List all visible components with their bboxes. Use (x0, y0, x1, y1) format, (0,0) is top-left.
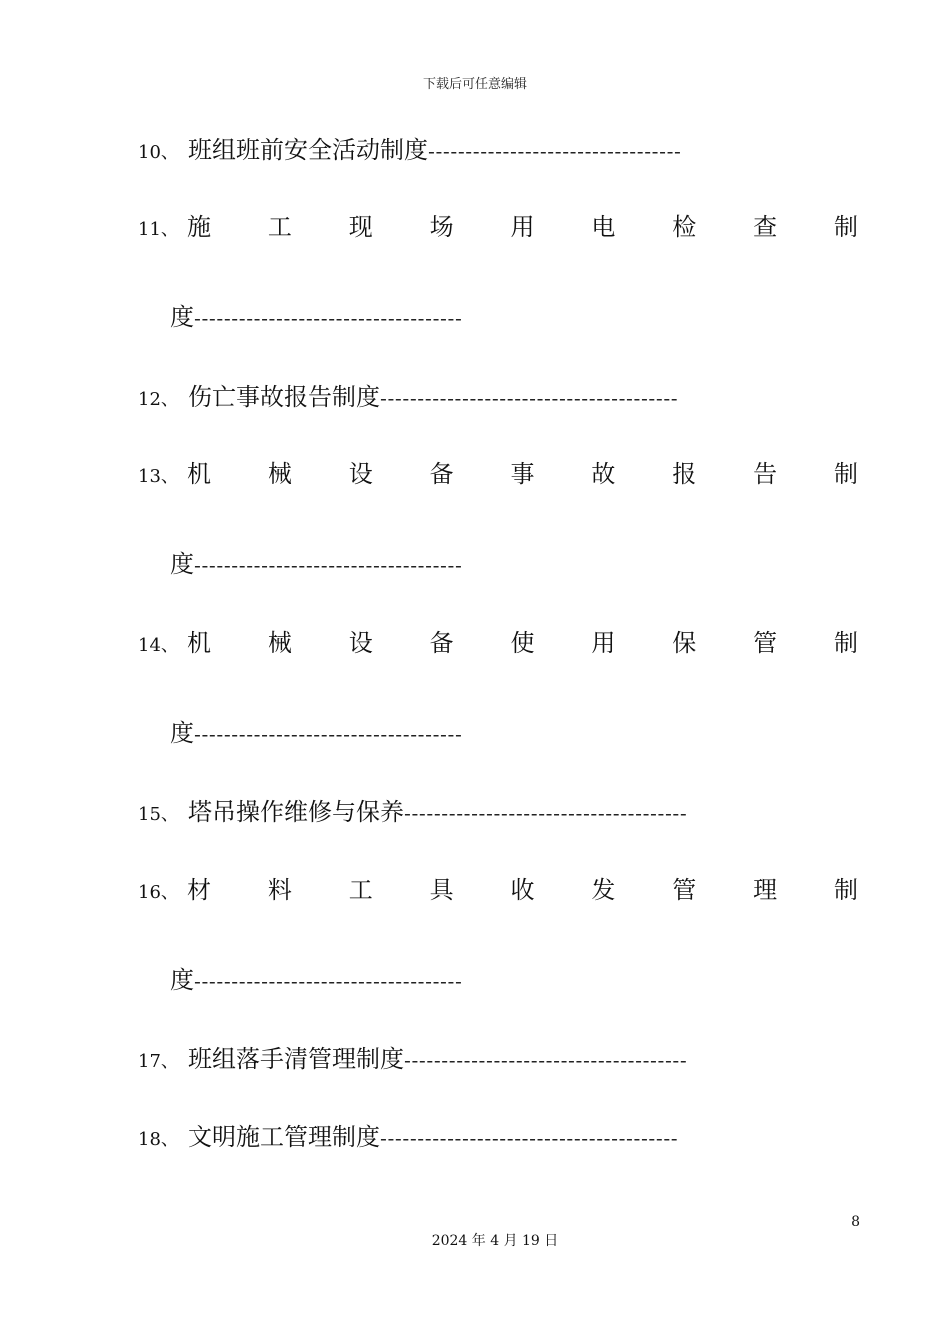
toc-entry-15 (138, 795, 687, 829)
toc-char: 报 (672, 460, 697, 488)
toc-char: 械 (267, 629, 292, 657)
toc-char: 查 (753, 213, 778, 241)
toc-entry-number: 12、 (138, 389, 179, 410)
toc-char: 事 (510, 460, 535, 488)
toc-char: 使 (510, 629, 535, 657)
toc-entry-number: 14、 (138, 635, 179, 656)
toc-char: 工 (267, 213, 292, 241)
toc-entry-18 (138, 1120, 678, 1154)
toc-char: 检 (672, 213, 697, 241)
toc-entry-12 (138, 380, 678, 414)
toc-entry-title: 文明施工管理制度 (188, 1123, 380, 1151)
toc-entry-13 (138, 457, 858, 491)
toc-char: 备 (429, 460, 454, 488)
toc-leader: ------------------------------------ (194, 724, 463, 746)
toc-entry-10 (138, 133, 682, 167)
toc-char: 工 (348, 876, 373, 904)
toc-char: 具 (429, 876, 454, 904)
toc-entry-number: 15、 (138, 804, 179, 825)
toc-entry-number: 10、 (138, 142, 179, 163)
toc-entry-title (187, 457, 858, 491)
toc-leader: ------------------------------------ (194, 555, 463, 577)
toc-entry-title-cont: 度 (170, 303, 194, 331)
toc-char: 制 (834, 876, 858, 904)
toc-char: 用 (591, 629, 616, 657)
toc-entry-14-continuation (170, 716, 462, 750)
toc-char: 场 (429, 213, 454, 241)
toc-entry-title: 班组落手清管理制度 (188, 1045, 404, 1073)
toc-char: 制 (834, 213, 858, 241)
toc-char: 制 (834, 460, 858, 488)
toc-char: 故 (591, 460, 616, 488)
toc-entry-11 (138, 210, 858, 244)
toc-entry-title: 塔吊操作维修与保养 (188, 798, 404, 826)
toc-entry-number: 11、 (138, 219, 179, 240)
toc-entry-number: 18、 (138, 1129, 179, 1150)
toc-char: 理 (753, 876, 778, 904)
toc-char: 械 (267, 460, 292, 488)
toc-char: 管 (672, 876, 697, 904)
toc-char: 材 (187, 876, 211, 904)
toc-entry-17 (138, 1042, 687, 1076)
toc-char: 告 (753, 460, 778, 488)
toc-leader: -------------------------------------- (404, 1050, 688, 1072)
toc-char: 制 (834, 629, 858, 657)
toc-entry-title: 伤亡事故报告制度 (188, 383, 380, 411)
toc-char: 机 (187, 629, 211, 657)
toc-leader: ------------------------------------ (194, 308, 463, 330)
toc-entry-title-cont: 度 (170, 966, 194, 994)
toc-entry-16 (138, 873, 858, 907)
toc-char: 电 (591, 213, 616, 241)
toc-entry-title (187, 873, 858, 907)
toc-entry-title-cont: 度 (170, 550, 194, 578)
toc-char: 管 (753, 629, 778, 657)
page-footer-date: 2024 年 4 月 19 日 (431, 1233, 559, 1249)
toc-char: 料 (267, 876, 292, 904)
toc-entry-title (187, 210, 858, 244)
toc-entry-number: 16、 (138, 882, 179, 903)
toc-entry-13-continuation (170, 547, 462, 581)
toc-char: 设 (348, 460, 373, 488)
toc-entry-title-cont: 度 (170, 719, 194, 747)
toc-entry-16-continuation (170, 963, 462, 997)
toc-char: 设 (348, 629, 373, 657)
page-header: 下载后可任意编辑 (422, 77, 527, 92)
toc-char: 现 (348, 213, 373, 241)
toc-char: 机 (187, 460, 211, 488)
toc-entry-title: 班组班前安全活动制度 (188, 136, 428, 164)
toc-entry-title (187, 626, 858, 660)
toc-char: 用 (510, 213, 535, 241)
toc-entry-number: 17、 (138, 1051, 179, 1072)
toc-leader: ---------------------------------------- (380, 1128, 679, 1150)
toc-leader: ---------------------------------- (428, 141, 682, 163)
toc-leader: ---------------------------------------- (380, 388, 679, 410)
toc-char: 收 (510, 876, 535, 904)
toc-char: 保 (672, 629, 697, 657)
toc-entry-14 (138, 626, 858, 660)
toc-entry-number: 13、 (138, 466, 179, 487)
toc-char: 发 (591, 876, 616, 904)
toc-leader: ------------------------------------ (194, 971, 463, 993)
page-number: 8 (851, 1214, 860, 1230)
toc-entry-11-continuation (170, 300, 462, 334)
toc-char: 施 (187, 213, 211, 241)
toc-leader: -------------------------------------- (404, 803, 688, 825)
toc-char: 备 (429, 629, 454, 657)
